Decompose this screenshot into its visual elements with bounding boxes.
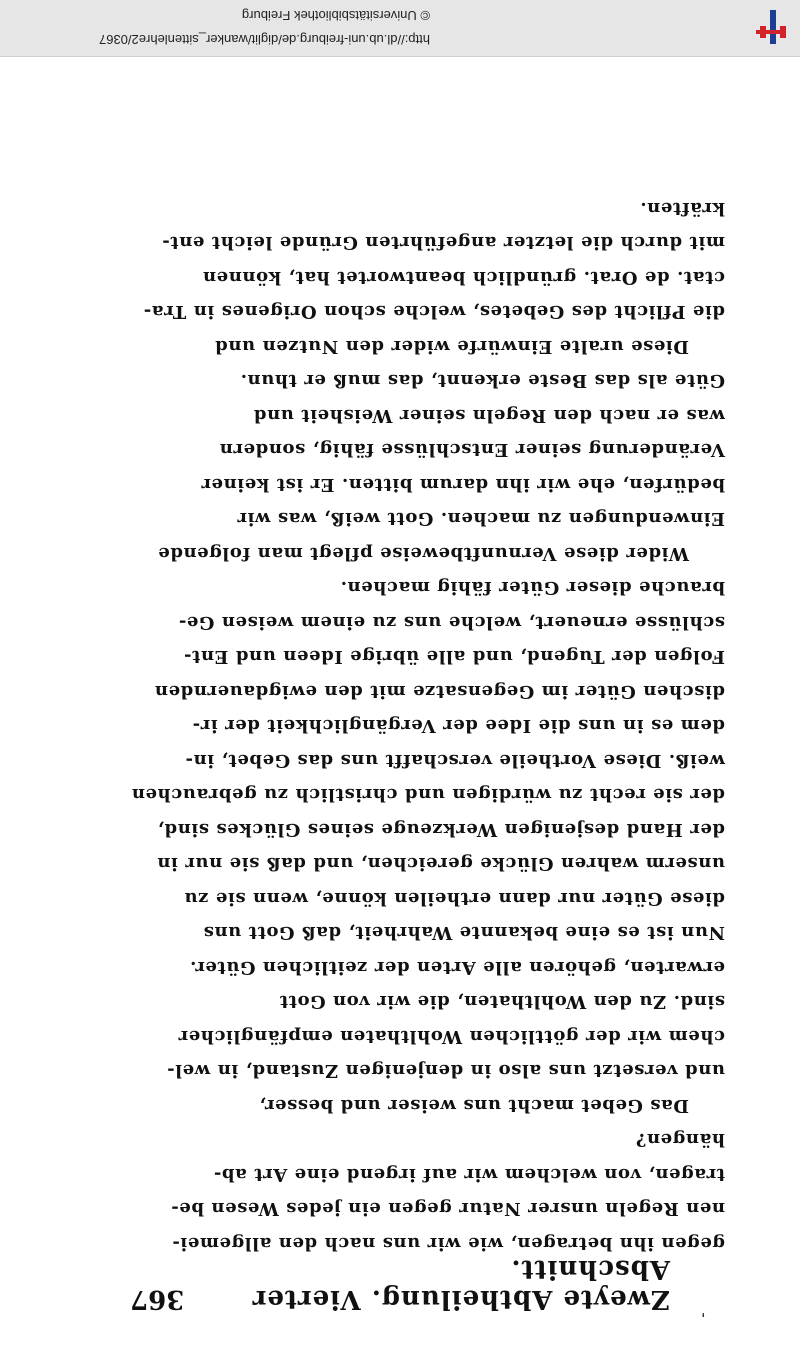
text-line: Diese uralte Einwürfe wider den Nutzen und bbox=[214, 336, 689, 357]
text-line: mit durch die letzter angeführten Gründe leicht ent- bbox=[161, 232, 725, 254]
text-line: Güte als das Beste erkennt, das muß er thun. bbox=[240, 370, 725, 392]
text-line: sind. Zu den Wohlthaten, die wir von Gott bbox=[279, 991, 725, 1013]
text-line: der Hand desjenigen Werkzeuge seines Glückes sind, bbox=[157, 819, 725, 840]
text-line: erwarten, gehören alle Arten der zeitlichen Güter. bbox=[189, 957, 725, 978]
page-number: 367 bbox=[130, 1284, 185, 1314]
text-line: nen Regeln unsrer Natur gegen ein jedes Wesen be- bbox=[170, 1198, 725, 1220]
text-line: dischen Güter im Gegensatze mit den ewigdauernden bbox=[154, 681, 725, 702]
running-head bbox=[120, 1254, 680, 1320]
text-line: Das Gebet macht uns weiser und besser, bbox=[258, 1095, 689, 1116]
text-line: schlüsse erneuert, welche uns zu einem weisen Ge- bbox=[178, 612, 725, 633]
margin-mark: ' bbox=[701, 1300, 705, 1320]
running-head-title: Zweyte Abtheilung. Vierter Abschnitt. bbox=[251, 1254, 670, 1314]
body-text bbox=[131, 191, 725, 1261]
text-line: Veränderung seiner Entschlüsse fähig, sondern bbox=[219, 439, 725, 461]
text-line: gegen ihn betragen, wie wir uns nach den allgemei- bbox=[171, 1233, 725, 1254]
text-line: hängen? bbox=[635, 1129, 725, 1151]
text-line: Wider diese Vernunftbeweise pflegt man folgende bbox=[157, 543, 689, 564]
text-line: der sie recht zu würdigen und christlich zu gebrauchen bbox=[131, 784, 725, 806]
text-line: was er nach den Regeln seiner Weisheit und bbox=[253, 405, 725, 426]
text-line: diese Güter nur dann ertheilen könne, wenn sie zu bbox=[183, 888, 725, 909]
text-line: unserm wahren Glücke gereichen, und daß sie nur in bbox=[156, 853, 725, 875]
text-line: chem wir der göttlichen Wohlthaten empfänglicher bbox=[178, 1026, 725, 1047]
text-line: kräften. bbox=[639, 198, 725, 219]
text-line: weiß. Diese Vortheile verschafft uns das Gebet, in- bbox=[184, 750, 725, 771]
library-logo-icon[interactable] bbox=[748, 6, 792, 48]
copyright-notice: © Universitätsbibliothek Freiburg bbox=[241, 8, 430, 23]
text-line: die Pflicht des Gebetes, welche schon Origenes in Tra- bbox=[143, 301, 725, 323]
text-line: Einwendungen zu machen. Gott weiß, was wir bbox=[236, 508, 725, 530]
text-line: und versetzt uns also in denjenigen Zustand, in wel- bbox=[166, 1060, 725, 1082]
text-line: tragen, von welchem wir auf irgend eine Art ab- bbox=[213, 1164, 725, 1185]
text-line: Folgen der Tugend, und alle übrige Ideen und Ent- bbox=[183, 646, 725, 668]
header-text bbox=[10, 3, 430, 51]
text-line: Nun ist es eine bekannte Wahrheit, daß Gott uns bbox=[203, 922, 725, 944]
page-url[interactable]: http://dl.ub.uni-freiburg.de/diglit/wanker_sittenlehre2/0367 bbox=[99, 32, 430, 47]
text-line: ctat. de Orat. gründlich beantwortet hat, können bbox=[202, 267, 725, 288]
scanned-page bbox=[0, 60, 800, 1360]
text-line: bedürfen, ehe wir ihn darum bitten. Er ist keiner bbox=[200, 474, 725, 495]
text-line: dem es in uns die Idee der Vergänglichkeit der ir- bbox=[192, 715, 725, 737]
viewer-header bbox=[0, 0, 800, 57]
text-line: brauche dieser Güter fähig machen. bbox=[340, 577, 725, 599]
